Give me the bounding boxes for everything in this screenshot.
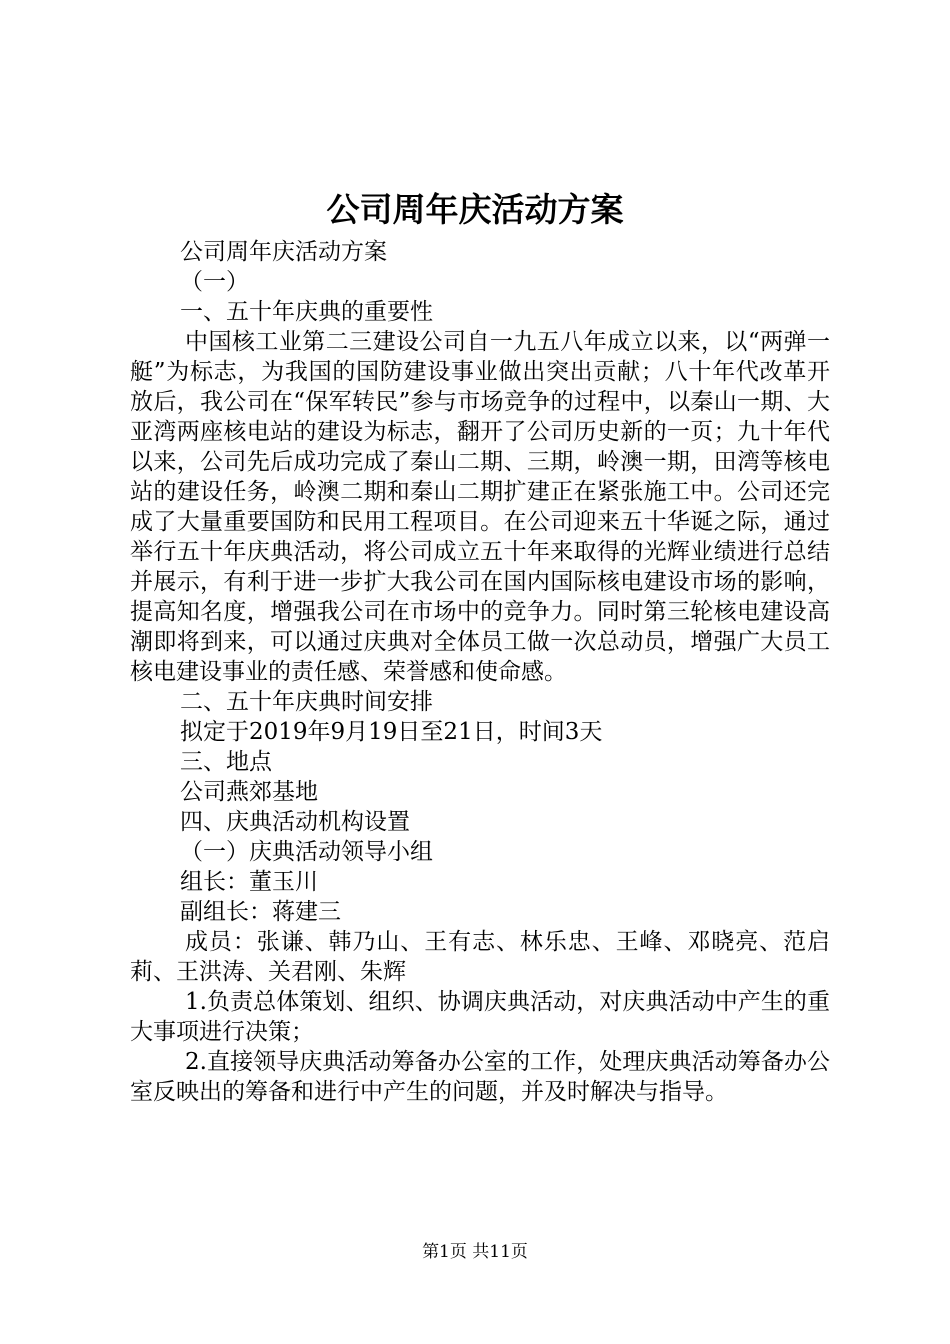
paragraph: 副组长：蒋建三 [180,899,341,925]
paragraph: 成员：张谦、韩乃山、王有志、林乐忠、王峰、邓晓亮、范启莉、王洪涛、关君刚、朱辉 [130,929,830,985]
paragraph: 四、庆典活动机构设置 [180,809,410,835]
page-footer: 第1页 共11页 [422,1242,528,1262]
paragraph: 2.直接领导庆典活动筹备办公室的工作，处理庆典活动筹备办公室反映出的筹备和进行中产生的问题，并及时解决与指导。 [130,1049,830,1105]
paragraph: 组长：董玉川 [180,869,318,895]
paragraph: 中国核工业第二三建设公司自一九五八年成立以来，以“两弹一艇”为标志，为我国的国防建设事业做出突出贡献；八十年代改革开放后，我公司在“保军转民”参与市场竞争的过程中，以秦山一期、大亚湾两座核电站的建设为标志，翻开了公司历史新的一页；九十年代以来，公司先后成功完成了秦山二期、三期，岭澳一期，田湾等核电站的建设任务，岭澳二期和秦山二期扩建正在紧张施工中。公司还完成了大量重要国防和民用工程项目。在公司迎来五十华诞之际，通过举行五十年庆典活动，将公司成立五十年来取得的光辉业绩进行总结并展示，有利于进一步扩大我公司在国内国际核电建设市场的影响，提高知名度，增强我公司在市场中的竞争力。同时第三轮核电建设高潮即将到来，可以通过庆典对全体员工做一次总动员，增强广大员工核电建设事业的责任感、荣誉感和使命感。 [130,329,830,685]
paragraph: （一）庆典活动领导小组 [180,839,433,865]
paragraph: （一） [180,269,249,295]
paragraph: 公司燕郊基地 [180,779,318,805]
document-title: 公司周年庆活动方案 [326,190,624,229]
paragraph: 拟定于2019年9月19日至21日，时间3天 [180,719,603,745]
document-body [130,237,830,1107]
paragraph: 一、五十年庆典的重要性 [180,299,433,325]
paragraph: 公司周年庆活动方案 [180,239,387,265]
paragraph: 二、五十年庆典时间安排 [180,689,433,715]
paragraph: 三、地点 [180,749,272,775]
paragraph: 1.负责总体策划、组织、协调庆典活动，对庆典活动中产生的重大事项进行决策； [130,989,830,1045]
